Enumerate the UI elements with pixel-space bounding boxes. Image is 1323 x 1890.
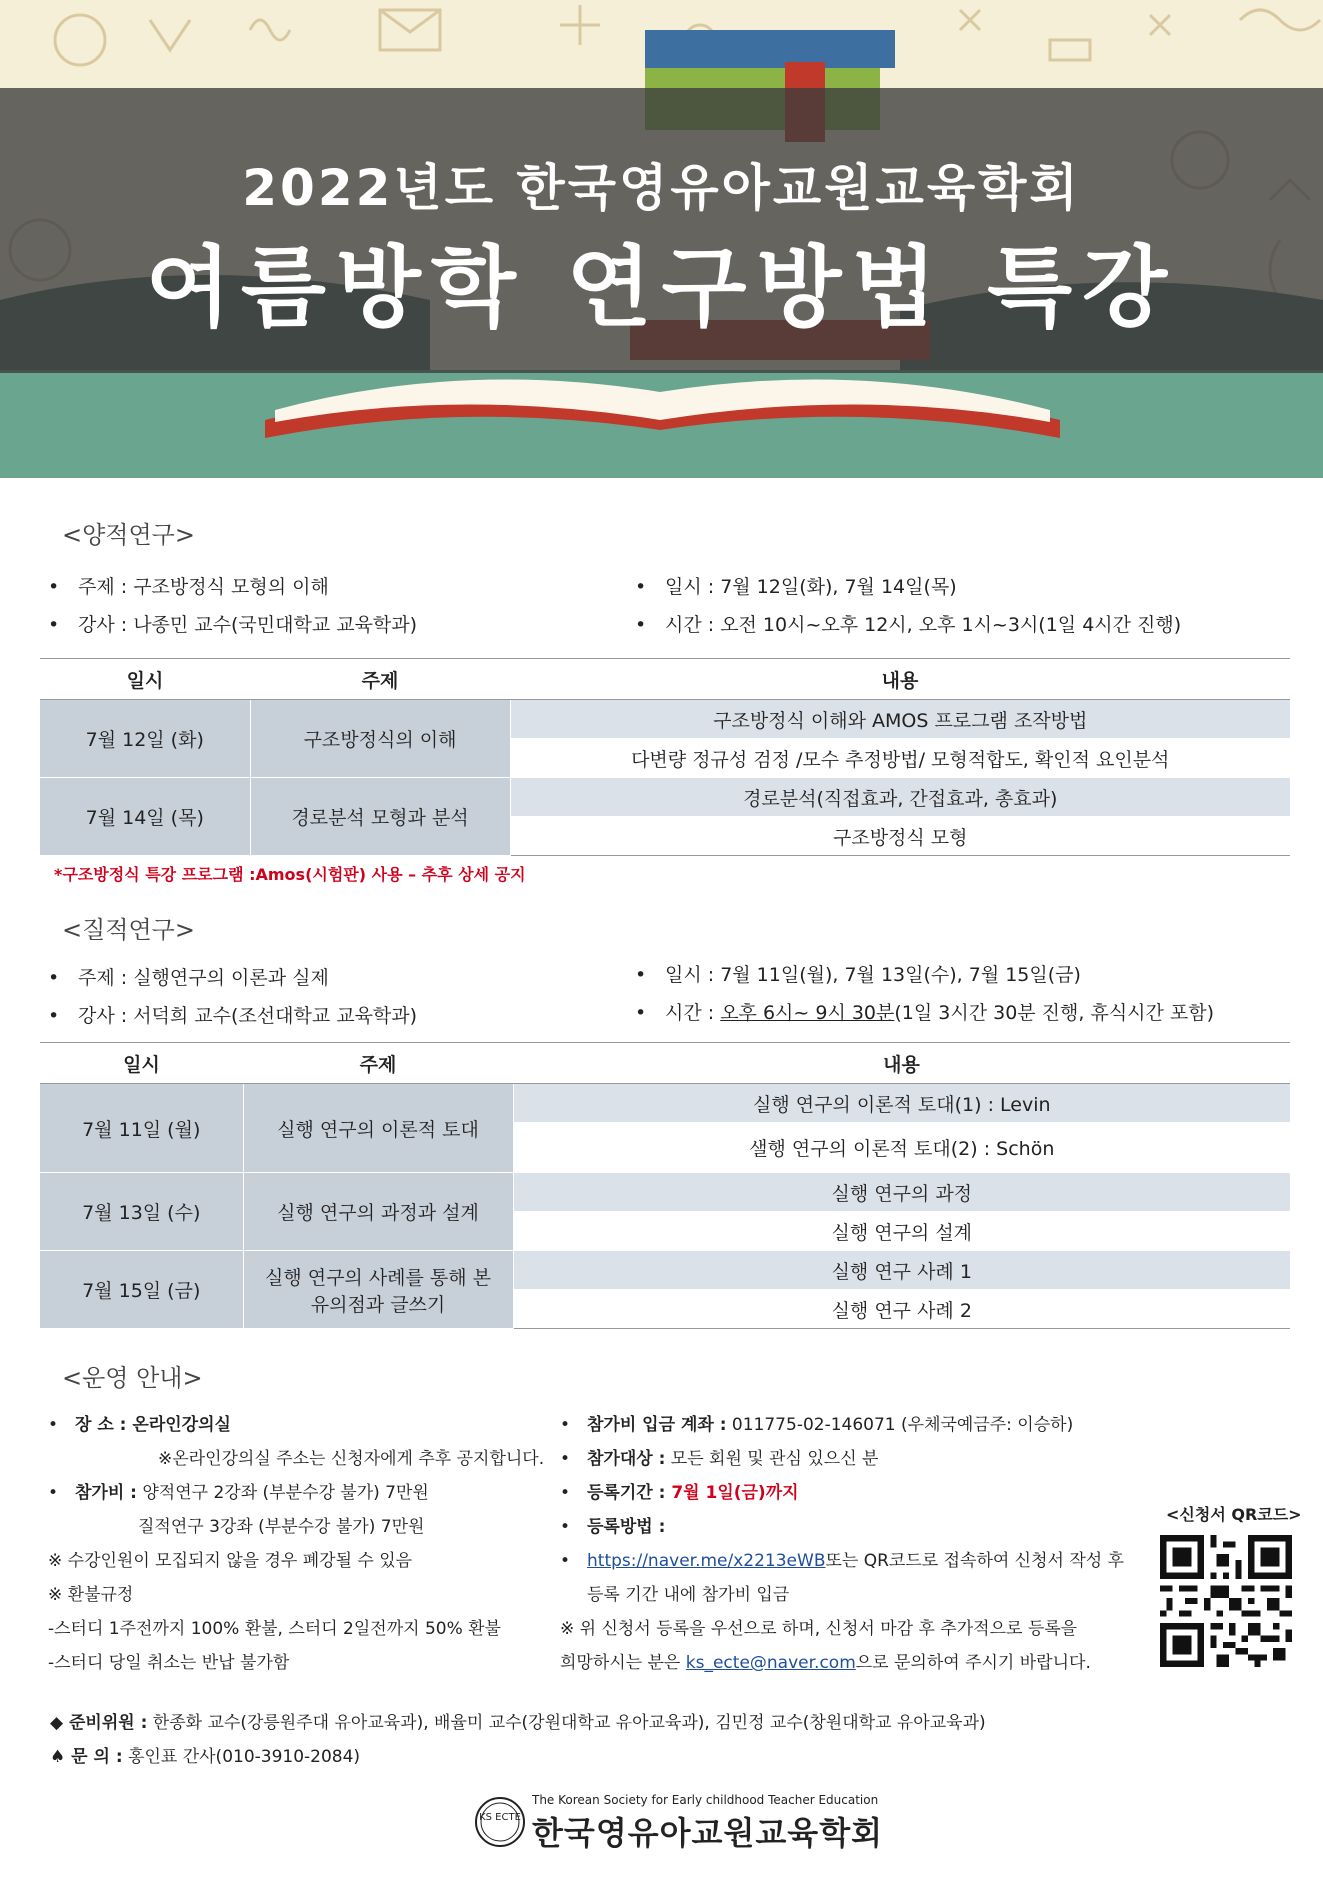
ops-note-same-day: -스터디 당일 취소는 반납 불가함 <box>48 1653 290 1673</box>
ops-note-refund: ※ 환불규정 <box>48 1585 134 1605</box>
table-row <box>40 1084 1290 1123</box>
qual-schedule-table <box>40 1042 1290 1329</box>
qr-code-icon[interactable] <box>1160 1535 1292 1667</box>
ops-fee: • 참가비 : 양적연구 2강좌 (부분수강 불가) 7만원 <box>48 1483 429 1503</box>
ops-place: • 장 소 : 온라인강의실 <box>48 1415 231 1435</box>
ops-priority2: 희망하시는 분은 ks_ecte@naver.com으로 문의하여 주시기 바랍니다. <box>560 1653 1091 1673</box>
qual-date: • 일시 : 7월 11일(월), 7월 13일(수), 7월 15일(금) <box>635 964 1081 986</box>
society-seal-icon <box>474 1796 526 1848</box>
table-row <box>40 1251 1290 1290</box>
event-title: 여름방학 연구방법 특강 <box>145 236 1178 339</box>
qual-topic: • 주제 : 실행연구의 이론과 실제 <box>48 967 329 989</box>
ops-method: • 등록방법 : <box>560 1517 666 1537</box>
quant-schedule-table <box>40 658 1290 856</box>
row-content: 구조방정식 이해와 AMOS 프로그램 조작방법 <box>510 700 1290 739</box>
col-header-topic: 주제 <box>243 1043 513 1084</box>
section-title-ops: <운영 안내> <box>62 1364 203 1392</box>
table-row <box>40 700 1290 739</box>
ops-note-cancel: ※ 수강인원이 모집되지 않을 경우 폐강될 수 있음 <box>48 1551 413 1571</box>
section-title-quant: <양적연구> <box>62 521 195 549</box>
row-content: 실행 연구의 이론적 토대(1) : Levin <box>513 1084 1290 1123</box>
row-content: 실행 연구의 과정 <box>513 1173 1290 1212</box>
row-topic: 구조방정식의 이해 <box>250 700 510 778</box>
ops-target: • 참가대상 : 모든 회원 및 관심 있으신 분 <box>560 1449 879 1469</box>
col-header-date: 일시 <box>40 659 250 700</box>
row-date: 7월 14일 (목) <box>40 778 250 856</box>
quant-date: • 일시 : 7월 12일(화), 7월 14일(목) <box>635 576 957 598</box>
ops-priority: ※ 위 신청서 등록을 우선으로 하며, 신청서 마감 후 추가적으로 등록을 <box>560 1619 1078 1639</box>
ops-period: • 등록기간 : 7월 1일(금)까지 <box>560 1483 799 1503</box>
quant-lecturer: • 강사 : 나종민 교수(국민대학교 교육학과) <box>48 614 418 636</box>
qr-label: <신청서 QR코드> <box>1166 1505 1302 1524</box>
row-content: 샐행 연구의 이론적 토대(2) : Schön <box>513 1123 1290 1173</box>
row-date: 7월 15일 (금) <box>40 1251 243 1329</box>
hero-banner <box>0 0 1323 478</box>
col-header-date: 일시 <box>40 1043 243 1084</box>
col-header-content: 내용 <box>510 659 1290 700</box>
row-topic: 실행 연구의 이론적 토대 <box>243 1084 513 1173</box>
table-header <box>40 659 1290 700</box>
row-date: 7월 13일 (수) <box>40 1173 243 1251</box>
row-topic: 실행 연구의 사례를 통해 본 유의점과 글쓰기 <box>243 1251 513 1329</box>
table-row <box>40 778 1290 817</box>
row-content: 구조방정식 모형 <box>510 817 1290 856</box>
table-row <box>40 1173 1290 1212</box>
qual-time: • 시간 : 오후 6시~ 9시 30분(1일 3시간 30분 진행, 휴식시간 포함) <box>635 1002 1215 1024</box>
row-content: 경로분석(직접효과, 간접효과, 총효과) <box>510 778 1290 817</box>
col-header-content: 내용 <box>513 1043 1290 1084</box>
amos-notice: *구조방정식 특강 프로그램 :Amos(시험판) 사용 – 추후 상세 공지 <box>54 865 526 884</box>
society-name-english: The Korean Society for Early childhood Teacher Education <box>532 1793 879 1807</box>
row-content: 실행 연구 사례 1 <box>513 1251 1290 1290</box>
ops-account: • 참가비 입금 계좌 : 011775-02-146071 (우체국예금주: 이승하) <box>560 1415 1074 1435</box>
table-header <box>40 1043 1290 1084</box>
ops-place-note: ※온라인강의실 주소는 신청자에게 추후 공지합니다. <box>158 1449 545 1469</box>
quant-topic: • 주제 : 구조방정식 모형의 이해 <box>48 576 329 598</box>
row-content: 다변량 정규성 검정 /모수 추정방법/ 모형적합도, 확인적 요인분석 <box>510 739 1290 778</box>
ops-note-refund-rule: -스터디 1주전까지 100% 환불, 스터디 2일전까지 50% 환불 <box>48 1619 501 1639</box>
row-content: 실행 연구 사례 2 <box>513 1290 1290 1329</box>
contact: ♠ 문 의 : 홍인표 간사(010-3910-2084) <box>50 1747 361 1767</box>
seal-text: KS ECTE <box>479 1812 521 1823</box>
qual-lecturer: • 강사 : 서덕희 교수(조선대학교 교육학과) <box>48 1005 418 1027</box>
quant-time: • 시간 : 오전 10시~오후 12시, 오후 1시~3시(1일 4시간 진행) <box>635 614 1182 636</box>
committee: ◆ 준비위원 : 한종화 교수(강릉원주대 유아교육과), 배율미 교수(강원대학교 유아교육과), 김민정 교수(창원대학교 유아교육과) <box>50 1713 986 1733</box>
section-title-qual: <질적연구> <box>62 916 195 944</box>
event-organizer-title: 2022년도 한국영유아교원교육학회 <box>242 159 1081 217</box>
ops-method-detail2: 등록 기간 내에 참가비 입금 <box>587 1585 790 1605</box>
row-topic: 경로분석 모형과 분석 <box>250 778 510 856</box>
row-date: 7월 11일 (월) <box>40 1084 243 1173</box>
row-date: 7월 12일 (화) <box>40 700 250 778</box>
ops-fee-qual: 질적연구 3강좌 (부분수강 불가) 7만원 <box>138 1517 425 1537</box>
row-content: 실행 연구의 설계 <box>513 1212 1290 1251</box>
ops-method-detail: • https://naver.me/x2213eWB또는 QR코드로 접속하여 신청서 작성 후 <box>560 1551 1125 1571</box>
col-header-topic: 주제 <box>250 659 510 700</box>
contact-email-link[interactable]: ks_ecte@naver.com <box>685 1653 856 1673</box>
society-name-korean: 한국영유아교원교육학회 <box>532 1814 884 1852</box>
row-topic: 실행 연구의 과정과 설계 <box>243 1173 513 1251</box>
registration-link[interactable]: https://naver.me/x2213eWB <box>587 1551 826 1571</box>
